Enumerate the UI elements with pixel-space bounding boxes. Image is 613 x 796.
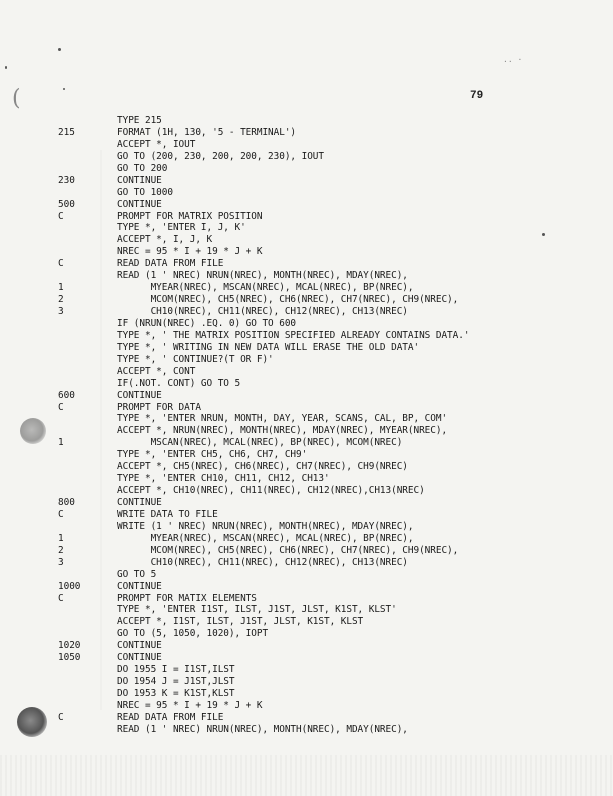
code-text: TYPE 215: [117, 115, 162, 126]
code-line: [58, 437, 603, 449]
code-text: ACCEPT *, I1ST, ILST, J1ST, JLST, K1ST, KLST: [117, 616, 364, 628]
code-line: [58, 569, 603, 581]
code-line: [58, 354, 603, 366]
statement-label: [58, 115, 117, 127]
statement-label: 600: [58, 389, 75, 401]
code-text: MCOM(NREC), CH5(NREC), CH6(NREC), CH7(NREC), CH9(NREC),: [117, 294, 459, 306]
code-line: [58, 664, 603, 676]
statement-label: [58, 222, 117, 234]
statement-label: C: [58, 592, 64, 604]
code-text: DO 1953 K = K1ST,KLST: [117, 688, 235, 699]
code-line: [58, 115, 603, 127]
code-text: ACCEPT *, CH5(NREC), CH6(NREC), CH7(NREC), CH9(NREC): [117, 461, 408, 473]
code-text: GO TO (200, 230, 200, 200, 230), IOUT: [117, 150, 324, 162]
code-line: [58, 270, 603, 282]
code-text: WRITE (1 ' NREC) NRUN(NREC), MONTH(NREC), MDAY(NREC),: [117, 520, 414, 532]
code-text: PROMPT FOR DATA: [117, 401, 201, 413]
code-text: IF (NRUN(NREC) .EQ. 0) GO TO 600: [117, 317, 297, 329]
statement-label: [58, 342, 117, 354]
statement-label: 2: [58, 294, 64, 306]
code-line: [58, 378, 603, 390]
scan-noise: [0, 755, 613, 796]
code-text: GO TO 200: [117, 162, 168, 174]
statement-label: [58, 151, 117, 163]
statement-label: 215: [58, 126, 75, 138]
punch-hole-mark: [20, 418, 46, 444]
code-line: [58, 139, 603, 151]
code-line: [58, 306, 603, 318]
code-text: PROMPT FOR MATRIX POSITION: [117, 210, 263, 222]
statement-label: [58, 163, 117, 175]
code-line: [58, 151, 603, 163]
code-text: MSCAN(NREC), MCAL(NREC), BP(NREC), MCOM(NREC): [117, 437, 403, 449]
speck: [58, 48, 61, 51]
corner-smudge: .. ·: [503, 55, 523, 64]
code-line: [58, 616, 603, 628]
code-text: TYPE *, 'ENTER I1ST, ILST, J1ST, JLST, K1ST, KLST': [117, 604, 397, 616]
code-text: CONTINUE: [117, 652, 162, 664]
statement-label: [58, 318, 117, 330]
statement-label: [58, 330, 117, 342]
statement-label: [58, 724, 117, 736]
statement-label: [58, 449, 117, 461]
code-text: CONTINUE: [117, 640, 162, 652]
page-number: 79: [470, 90, 484, 102]
code-text: READ DATA FROM FILE: [117, 258, 224, 270]
code-text: ACCEPT *, I, J, K: [117, 234, 213, 246]
code-text: ACCEPT *, CH10(NREC), CH11(NREC), CH12(NREC),CH13(NREC): [117, 485, 425, 497]
code-line: [58, 461, 603, 473]
statement-label: [58, 604, 117, 616]
statement-label: 1020: [58, 640, 81, 652]
code-text: PROMPT FOR MATIX ELEMENTS: [117, 592, 257, 604]
statement-label: [58, 425, 117, 437]
code-text: DO 1954 J = J1ST,JLST: [117, 676, 235, 688]
code-text: GO TO 1000: [117, 186, 173, 198]
code-line: [58, 700, 603, 712]
code-listing: [58, 115, 603, 736]
code-text: MYEAR(NREC), MSCAN(NREC), MCAL(NREC), BP(NREC),: [117, 282, 414, 294]
code-line: [58, 521, 603, 533]
code-text: GO TO (5, 1050, 1020), IOPT: [117, 628, 269, 640]
code-text: CONTINUE: [117, 389, 162, 401]
statement-label: [58, 270, 117, 282]
statement-label: [58, 413, 117, 425]
code-text: TYPE *, 'ENTER NRUN, MONTH, DAY, YEAR, SCANS, CAL, BP, COM': [117, 413, 448, 425]
statement-label: C: [58, 711, 64, 723]
code-text: CH10(NREC), CH11(NREC), CH12(NREC), CH13(NREC): [117, 556, 408, 568]
code-text: READ (1 ' NREC) NRUN(NREC), MONTH(NREC), MDAY(NREC),: [117, 723, 408, 735]
statement-label: [58, 676, 117, 688]
statement-label: C: [58, 401, 64, 413]
statement-label: C: [58, 258, 64, 270]
statement-label: 2: [58, 544, 64, 556]
code-line: [58, 390, 603, 402]
code-line: [58, 402, 603, 414]
code-line: [58, 342, 603, 354]
statement-label: [58, 139, 117, 151]
code-line: [58, 282, 603, 294]
code-line: [58, 533, 603, 545]
code-text: CONTINUE: [117, 174, 162, 186]
code-line: [58, 712, 603, 724]
code-text: TYPE *, ' CONTINUE?(T OR F)': [117, 353, 274, 365]
statement-label: [58, 688, 117, 700]
statement-label: [58, 246, 117, 258]
statement-label: [58, 366, 117, 378]
code-text: CH10(NREC), CH11(NREC), CH12(NREC), CH13(NREC): [117, 306, 408, 317]
code-line: [58, 425, 603, 437]
code-line: [58, 366, 603, 378]
speck: [5, 66, 7, 69]
statement-label: [58, 378, 117, 390]
code-text: READ (1 ' NREC) NRUN(NREC), MONTH(NREC), MDAY(NREC),: [117, 270, 408, 282]
code-text: ACCEPT *, NRUN(NREC), MONTH(NREC), MDAY(NREC), MYEAR(NREC),: [117, 425, 448, 437]
statement-label: [58, 628, 117, 640]
code-text: ACCEPT *, CONT: [117, 365, 196, 377]
code-text: IF(.NOT. CONT) GO TO 5: [117, 377, 241, 389]
code-line: [58, 581, 603, 593]
code-text: READ DATA FROM FILE: [117, 711, 224, 723]
code-line: [58, 211, 603, 223]
statement-label: [58, 354, 117, 366]
statement-label: 3: [58, 556, 64, 568]
code-text: GO TO 5: [117, 568, 157, 580]
statement-label: [58, 664, 117, 676]
code-text: TYPE *, 'ENTER I, J, K': [117, 222, 246, 234]
code-text: MYEAR(NREC), MSCAN(NREC), MCAL(NREC), BP(NREC),: [117, 532, 414, 544]
statement-label: 800: [58, 497, 75, 508]
statement-label: [58, 234, 117, 246]
code-line: [58, 676, 603, 688]
code-line: [58, 604, 603, 616]
statement-label: 1: [58, 437, 64, 449]
statement-label: C: [58, 508, 64, 520]
statement-label: 1000: [58, 580, 81, 592]
code-text: NREC = 95 * I + 19 * J + K: [117, 699, 263, 711]
code-line: [58, 413, 603, 425]
statement-label: 1050: [58, 652, 81, 664]
statement-label: 230: [58, 174, 75, 186]
code-line: [58, 640, 603, 652]
code-line: [58, 724, 603, 736]
punch-hole-mark: [17, 707, 47, 737]
statement-label: [58, 461, 117, 473]
code-text: TYPE *, 'ENTER CH5, CH6, CH7, CH9': [117, 449, 308, 461]
code-line: [58, 234, 603, 246]
code-line: [58, 628, 603, 640]
code-line: [58, 509, 603, 521]
statement-label: C: [58, 210, 64, 222]
code-line: [58, 485, 603, 497]
code-line: [58, 127, 603, 139]
statement-label: [58, 485, 117, 497]
code-text: CONTINUE: [117, 580, 162, 592]
code-line: [58, 652, 603, 664]
code-line: [58, 175, 603, 187]
code-text: ACCEPT *, IOUT: [117, 138, 196, 150]
statement-label: [58, 569, 117, 581]
code-line: [58, 294, 603, 306]
statement-label: [58, 700, 117, 712]
code-line: [58, 222, 603, 234]
code-text: CONTINUE: [117, 497, 162, 508]
code-line: [58, 473, 603, 485]
code-text: FORMAT (1H, 130, '5 - TERMINAL'): [117, 126, 297, 138]
code-line: [58, 330, 603, 342]
code-line: [58, 187, 603, 199]
code-line: [58, 258, 603, 270]
code-text: WRITE DATA TO FILE: [117, 508, 218, 520]
statement-label: [58, 616, 117, 628]
statement-label: 1: [58, 532, 64, 544]
statement-label: [58, 187, 117, 199]
code-line: [58, 593, 603, 605]
code-line: [58, 497, 603, 509]
statement-label: [58, 473, 117, 485]
statement-label: [58, 521, 117, 533]
code-line: [58, 545, 603, 557]
code-line: [58, 557, 603, 569]
code-text: MCOM(NREC), CH5(NREC), CH6(NREC), CH7(NREC), CH9(NREC),: [117, 544, 459, 556]
code-text: DO 1955 I = I1ST,ILST: [117, 664, 235, 676]
statement-label: 3: [58, 306, 64, 317]
code-line: [58, 688, 603, 700]
code-line: [58, 199, 603, 211]
code-text: TYPE *, ' THE MATRIX POSITION SPECIFIED ALREADY CONTAINS DATA.': [117, 329, 470, 341]
code-line: [58, 318, 603, 330]
code-text: TYPE *, 'ENTER CH10, CH11, CH12, CH13': [117, 473, 330, 485]
code-text: NREC = 95 * I + 19 * J + K: [117, 246, 263, 258]
speck: [63, 88, 65, 90]
margin-mark: (: [12, 86, 21, 111]
code-line: [58, 449, 603, 461]
statement-label: 1: [58, 282, 64, 294]
code-text: CONTINUE: [117, 198, 162, 210]
statement-label: 500: [58, 198, 75, 210]
code-line: [58, 163, 603, 175]
code-text: TYPE *, ' WRITING IN NEW DATA WILL ERASE THE OLD DATA': [117, 341, 420, 353]
code-line: [58, 246, 603, 258]
